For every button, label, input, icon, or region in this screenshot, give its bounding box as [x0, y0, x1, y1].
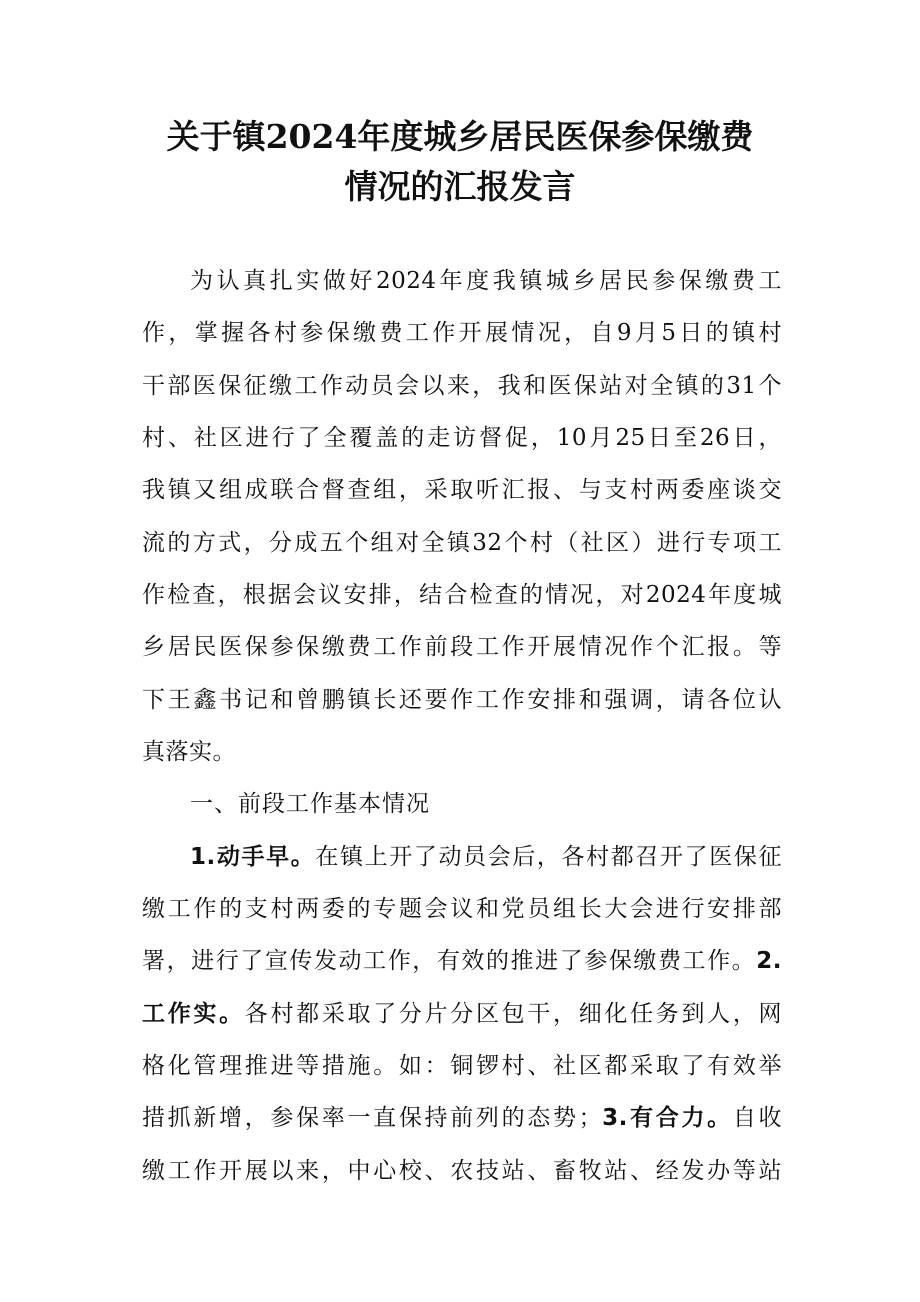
- intro-line-3: 干部医保征缴工作动员会以来，我和医保站对全镇的31个: [142, 373, 782, 399]
- body-line-1: [190, 842, 782, 872]
- item-2-label: 工作实。: [142, 1001, 245, 1027]
- section-heading: 一、前段工作基本情况: [190, 791, 430, 817]
- intro-line-9: 下王鑫书记和曾鹏镇长还要作工作安排和强调，请各位认: [142, 687, 782, 713]
- body-line-7: 缴工作开展以来，中心校、农技站、畜牧站、经发办等站: [142, 1158, 782, 1184]
- intro-line-4: 村、社区进行了全覆盖的走访督促，10月25日至26日，: [142, 425, 782, 451]
- item-3-text: 自收: [732, 1105, 783, 1131]
- intro-line-8: 乡居民医保参保缴费工作前段工作开展情况作个汇报。等: [142, 634, 782, 660]
- title-line-2: 情况的汇报发言: [344, 167, 576, 206]
- title-line-1: 关于镇2024年度城乡居民医保参保缴费: [166, 117, 754, 156]
- item-3-label: 3.有合力。: [602, 1105, 733, 1131]
- body-line-3-text: 署，进行了宣传发动工作，有效的推进了参保缴费工作。: [142, 948, 757, 974]
- item-1-text: 在镇上开了动员会后，各村都召开了医保征: [315, 844, 782, 870]
- document-title: [140, 112, 780, 212]
- intro-line-6: 流的方式，分成五个组对全镇32个村（社区）进行专项工: [142, 530, 782, 556]
- item-2-number: 2.: [756, 948, 782, 974]
- intro-line-1: 为认真扎实做好2024年度我镇城乡居民参保缴费工: [190, 268, 782, 294]
- item-1-label: 1.动手早。: [190, 844, 316, 870]
- body-line-3: [142, 946, 782, 976]
- body-line-4: [142, 999, 782, 1029]
- body-line-6-text: 措抓新增，参保率一直保持前列的态势；: [142, 1105, 603, 1131]
- body-line-6: [142, 1103, 782, 1133]
- item-2-text: 各村都采取了分片分区包干，细化任务到人，网: [244, 1001, 782, 1027]
- intro-line-5: 我镇又组成联合督查组，采取听汇报、与支村两委座谈交: [142, 477, 782, 503]
- intro-line-7: 作检查，根据会议安排，结合检查的情况，对2024年度城: [142, 582, 782, 608]
- body-line-2: 缴工作的支村两委的专题会议和党员组长大会进行安排部: [142, 896, 782, 922]
- intro-line-10: 真落实。: [142, 739, 236, 765]
- intro-line-2: 作，掌握各村参保缴费工作开展情况，自9月5日的镇村: [142, 320, 782, 346]
- body-line-5: 格化管理推进等措施。如：铜锣村、社区都采取了有效举: [142, 1053, 782, 1079]
